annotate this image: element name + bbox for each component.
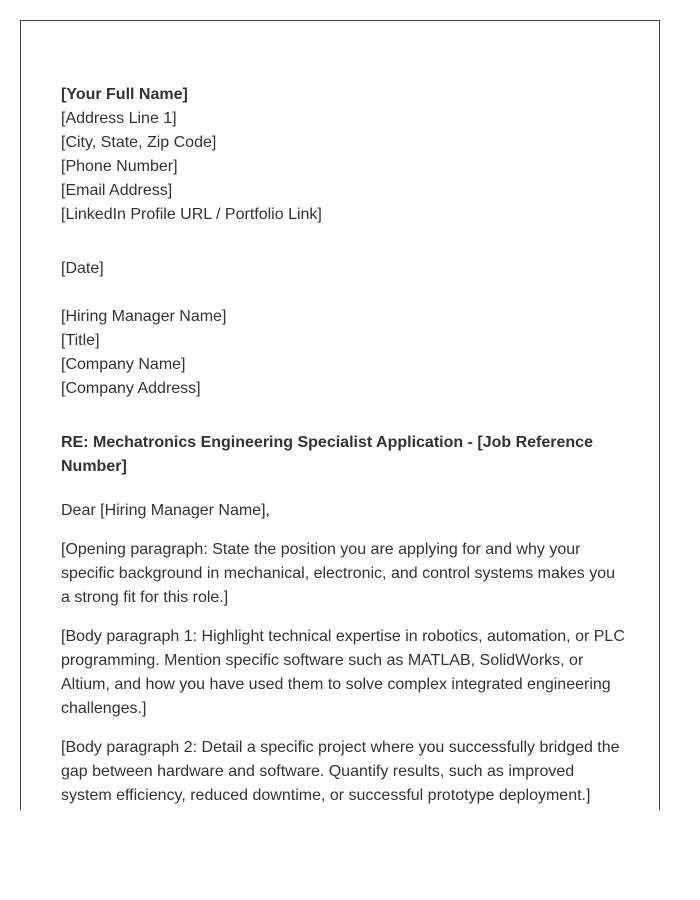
opening-paragraph: [Opening paragraph: State the position you are applying for and why your specific background in mechanical, electronic, and control systems makes you a strong fit for this role.] <box>61 541 616 606</box>
sender-linkedin: [LinkedIn Profile URL / Portfolio Link] <box>61 206 322 223</box>
recipient-company: [Company Name] <box>61 356 186 373</box>
letter-page <box>20 20 660 810</box>
sender-phone: [Phone Number] <box>61 158 178 175</box>
date-block <box>61 257 626 281</box>
subject-line: RE: Mechatronics Engineering Specialist Application - [Job Reference Number] <box>61 434 593 475</box>
recipient-address: [Company Address] <box>61 380 201 397</box>
salutation: Dear [Hiring Manager Name], <box>61 502 270 519</box>
sender-address-line-1: [Address Line 1] <box>61 110 177 127</box>
body-paragraph-2: [Body paragraph 2: Detail a specific project where you successfully bridged the gap between hardware and software. Quantify results, such as improved system efficiency, reduced downtime, or successful prototype deployment.] <box>61 739 620 804</box>
recipient-name: [Hiring Manager Name] <box>61 308 227 325</box>
sender-block <box>61 83 626 227</box>
recipient-title: [Title] <box>61 332 100 349</box>
sender-city-state-zip: [City, State, Zip Code] <box>61 134 217 151</box>
body-paragraph-1: [Body paragraph 1: Highlight technical expertise in robotics, automation, or PLC programming. Mention specific software such as MATLAB, SolidWorks, or Altium, and how you have used them to solve complex integrated engineering challenges.] <box>61 628 625 717</box>
recipient-block <box>61 305 626 401</box>
letter-body <box>61 83 626 808</box>
letter-date: [Date] <box>61 260 104 277</box>
sender-email: [Email Address] <box>61 182 173 199</box>
sender-name: [Your Full Name] <box>61 86 188 103</box>
